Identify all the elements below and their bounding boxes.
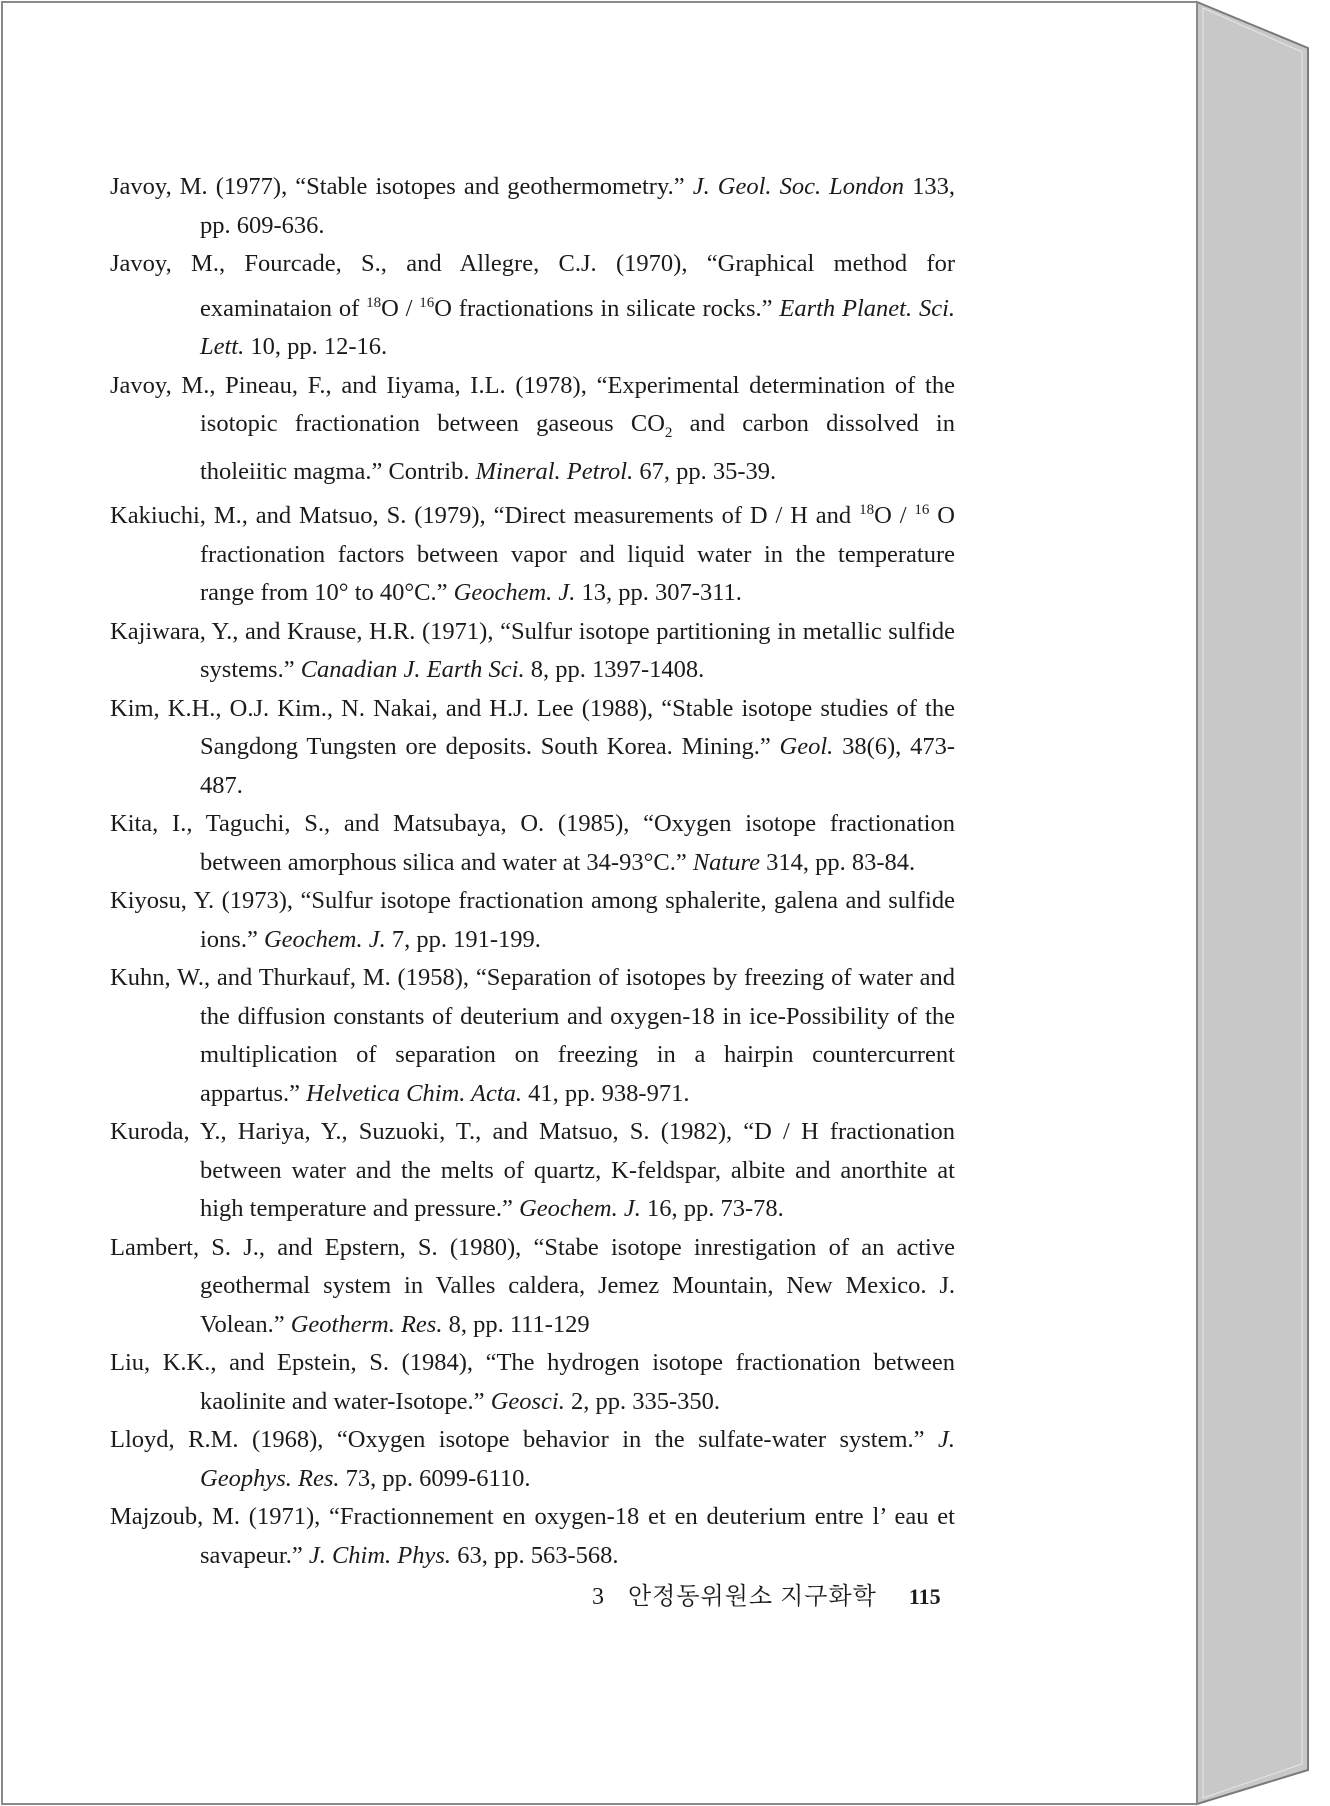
reference-text: 133, pp. 609-636. <box>200 173 956 239</box>
reference-text: Lloyd, R.M. (1968), “Oxygen isotope behavior in the sulfate-water system.” <box>110 1426 938 1454</box>
reference-text: Kuhn, W., and Thurkauf, M. (1958), “Separation of isotopes by freezing of water and the diffusion constants of deuterium and oxygen-18 in ice-Possibility of the multiplication of separation on freezing in a hairpin countercurrent appartus.” <box>110 964 955 1107</box>
journal-name: Geochem. J. <box>519 1195 641 1223</box>
reference-text: Kita, I., Taguchi, S., and Matsubaya, O. (1985), “Oxygen isotope fractionation between amorphous silica and water at 34-93°C.” <box>110 810 955 876</box>
chapter-title: 안정동위원소 지구화학 <box>628 1584 877 1610</box>
reference-entry <box>110 367 955 491</box>
reference-text: 67, pp. 35-39. <box>633 457 777 485</box>
reference-text: 38(6), 473-487. <box>200 733 955 799</box>
reference-entry <box>110 1421 955 1498</box>
journal-name: Helvetica Chim. Acta. <box>306 1079 523 1107</box>
journal-name: Geosci. <box>490 1387 565 1415</box>
reference-entry <box>110 805 955 882</box>
reference-text: Kim, K.H., O.J. Kim., N. Nakai, and H.J. Lee (1988), “Stable isotope studies of the Sangdong Tungsten ore deposits. South Korea. Mining.” <box>110 694 955 761</box>
journal-name: J. Geophys. Res. <box>200 1426 955 1492</box>
reference-text: 2 <box>664 425 673 442</box>
reference-text: Kiyosu, Y. (1973), “Sulfur isotope fractionation among sphalerite, galena and sulfide ions.” <box>110 887 955 953</box>
reference-entry <box>110 1229 955 1345</box>
reference-text: O fractionations in silicate rocks.” <box>434 294 780 322</box>
reference-entry <box>110 168 955 245</box>
reference-text: O / <box>381 294 420 322</box>
reference-entry <box>110 245 955 367</box>
reference-text: and carbon dissolved in tholeiitic magma.” Contrib. <box>200 410 955 485</box>
reference-text: Kakiuchi, M., and Matsuo, S. (1979), “Direct measurements of D / H and <box>110 502 860 530</box>
reference-entry <box>110 1113 955 1229</box>
reference-text: 10, pp. 12-16. <box>244 333 388 361</box>
journal-name: Earth Planet. Sci. Lett. <box>200 294 955 361</box>
reference-text: 18 <box>366 294 382 311</box>
reference-text: Javoy, M., Fourcade, S., and Allegre, C.J. (1970), “Graphical method for examinataion of <box>110 250 955 322</box>
reference-text: Kajiwara, Y., and Krause, H.R. (1971), “Sulfur isotope partitioning in metallic sulfide systems.” <box>110 617 955 684</box>
reference-text: 63, pp. 563-568. <box>451 1541 619 1569</box>
journal-name: Geol. <box>779 733 834 761</box>
journal-name: Canadian J. Earth Sci. <box>300 656 525 684</box>
reference-text: 13, pp. 307-311. <box>575 579 742 607</box>
reference-entry <box>110 491 955 613</box>
reference-text: 16, pp. 73-78. <box>640 1195 784 1223</box>
reference-text: 7, pp. 191-199. <box>385 925 541 953</box>
reference-text: 16 <box>419 294 435 311</box>
page-number: 115 <box>908 1584 941 1609</box>
reference-entry <box>110 1344 955 1421</box>
reference-entry <box>110 613 955 690</box>
reference-text: O fractionation factors between vapor and liquid water in the temperature range from 10° to 40°C.” <box>200 502 956 607</box>
reference-entry <box>110 959 955 1113</box>
reference-text: Lambert, S. J., and Epstern, S. (1980), “Stabe isotope inrestigation of an active geothermal system in Valles caldera, Jemez Mountain, New Mexico. J. Volean.” <box>110 1233 955 1338</box>
reference-text: Javoy, M. (1977), “Stable isotopes and geothermometry.” <box>110 173 693 200</box>
reference-text: 41, pp. 938-971. <box>522 1079 690 1107</box>
reference-text: 73, pp. 6099-6110. <box>339 1464 531 1492</box>
reference-text: 8, pp. 111-129 <box>442 1310 590 1338</box>
journal-name: Geotherm. Res. <box>290 1310 443 1338</box>
reference-text: 16 <box>914 502 930 519</box>
journal-name: J. Chim. Phys. <box>308 1541 452 1569</box>
journal-name: Geochem. J. <box>263 925 386 953</box>
reference-text: 18 <box>859 502 875 519</box>
journal-name: Mineral. Petrol. <box>475 457 634 485</box>
journal-name: Nature <box>692 848 760 876</box>
journal-name: J. Geol. Soc. London <box>692 173 905 200</box>
journal-name: Geochem. J. <box>453 579 576 607</box>
reference-text: 314, pp. 83-84. <box>760 848 916 876</box>
reference-entry <box>110 690 955 806</box>
reference-text: Javoy, M., Pineau, F., and Iiyama, I.L. (1978), “Experimental determination of the isotopic fractionation between gaseous CO <box>110 371 955 438</box>
chapter-number: 3 <box>592 1584 604 1610</box>
reference-entry <box>110 882 955 959</box>
reference-text: Kuroda, Y., Hariya, Y., Suzuoki, T., and Matsuo, S. (1982), “D / H fractionation between water and the melts of quartz, K-feldspar, albite and anorthite at high temperature and pressure.” <box>110 1118 955 1223</box>
reference-text: Liu, K.K., and Epstein, S. (1984), “The hydrogen isotope fractionation between kaolinite and water-Isotope.” <box>110 1349 955 1415</box>
reference-entry <box>110 1498 955 1575</box>
reference-text: O / <box>874 502 915 530</box>
reference-list <box>110 168 955 1575</box>
page-footer <box>592 1576 941 1611</box>
reference-text: 8, pp. 1397-1408. <box>524 656 705 684</box>
reference-text: Majzoub, M. (1971), “Fractionnement en oxygen-18 et en deuterium entre l’ eau et savapeur.” <box>110 1503 955 1569</box>
reference-text: 2, pp. 335-350. <box>564 1387 721 1415</box>
